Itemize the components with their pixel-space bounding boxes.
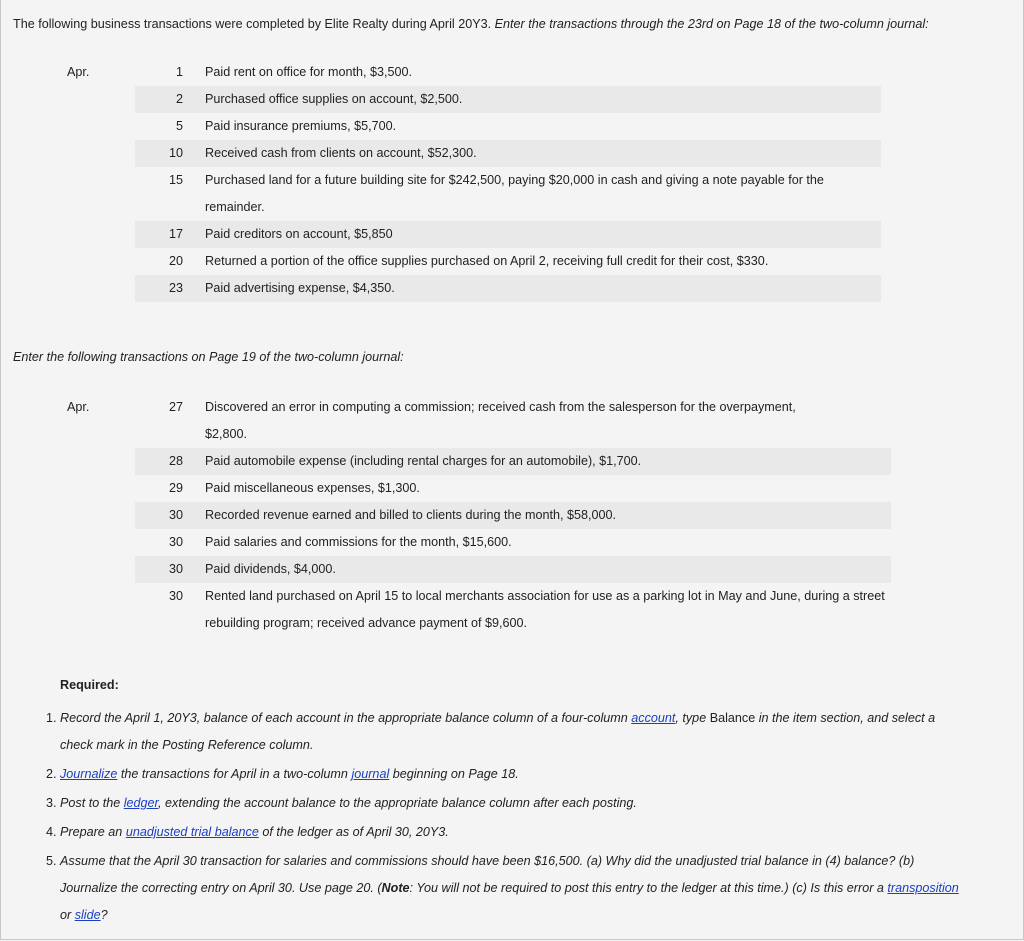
- day: 15: [168, 173, 183, 187]
- req4-text-b: of the ledger as of April 30, 20Y3.: [258, 825, 449, 839]
- requirement-4: [60, 819, 960, 846]
- requirement-2: [60, 761, 960, 788]
- transaction-text: Rented land purchased on April 15 to local merchants association for use as a parking lot in May and June, during a street rebuilding program; received advance payment of $9,600.: [205, 589, 885, 630]
- transaction-text: Paid creditors on account, $5,850: [205, 221, 881, 248]
- transaction-text: Paid advertising expense, $4,350.: [205, 275, 881, 302]
- transaction-text: Paid salaries and commissions for the month, $15,600.: [205, 535, 512, 549]
- transactions-page-19: [41, 394, 891, 637]
- account-link[interactable]: account: [631, 711, 676, 725]
- req5-note-label: Note: [381, 881, 410, 895]
- intro-text: [13, 16, 1018, 33]
- day: 27: [168, 400, 183, 414]
- transaction-text: Paid automobile expense (including rental charges for an automobile), $1,700.: [205, 448, 891, 475]
- day: 30: [168, 589, 183, 603]
- transaction-text: Discovered an error in computing a commission; received cash from the salesperson for the overpayment, $2,800.: [205, 400, 796, 441]
- req1-text-c: in the item section, and select a check mark in the Posting Reference column.: [60, 711, 936, 752]
- req3-text-a: Post to the: [60, 796, 124, 810]
- transposition-link[interactable]: transposition: [887, 881, 959, 895]
- transaction-text: Recorded revenue earned and billed to clients during the month, $58,000.: [205, 502, 891, 529]
- day: 20: [168, 254, 183, 268]
- day: 10: [135, 140, 205, 167]
- day: 2: [135, 86, 205, 113]
- requirement-3: [60, 790, 960, 817]
- req1-text-a: Record the April 1, 20Y3, balance of each account in the appropriate balance column of a four-column: [60, 711, 632, 725]
- req5-text-b: : You will not be required to post this entry to the ledger at this time.) (c) Is this error a: [409, 881, 888, 895]
- req3-text-b: , extending the account balance to the appropriate balance column after each posting.: [158, 796, 637, 810]
- req1-balance-word: Balance: [709, 711, 756, 725]
- requirement-1: [60, 705, 960, 759]
- day: 28: [135, 448, 205, 475]
- day: 1: [175, 65, 183, 79]
- day: 30: [168, 535, 183, 549]
- journalize-link[interactable]: Journalize: [60, 767, 118, 781]
- page-19-instruction: Enter the following transactions on Page 19 of the two-column journal:: [13, 350, 404, 364]
- req2-text-a: the transactions for April in a two-column: [117, 767, 352, 781]
- req1-text-b: , type: [675, 711, 710, 725]
- transaction-text: Purchased land for a future building site for $242,500, paying $20,000 in cash and giving a note payable for the remainder.: [205, 173, 824, 214]
- req5-text-c: or: [60, 908, 75, 922]
- month-label: Apr.: [67, 65, 90, 79]
- intro-instruction: Enter the transactions through the 23rd on Page 18 of the two-column journal:: [494, 17, 929, 31]
- requirement-5: [60, 848, 960, 929]
- transaction-text: Paid miscellaneous expenses, $1,300.: [205, 481, 420, 495]
- day: 17: [135, 221, 205, 248]
- req5-text-d: ?: [100, 908, 108, 922]
- day: 30: [135, 556, 205, 583]
- day: 29: [168, 481, 183, 495]
- required-heading: Required:: [60, 678, 119, 692]
- req2-text-b: beginning on Page 18.: [389, 767, 519, 781]
- day: 23: [135, 275, 205, 302]
- ledger-link[interactable]: ledger: [123, 796, 159, 810]
- transaction-text: Received cash from clients on account, $52,300.: [205, 140, 881, 167]
- transaction-text: Paid insurance premiums, $5,700.: [205, 119, 397, 133]
- intro-plain: The following business transactions were completed by Elite Realty during April 20Y3.: [13, 17, 492, 31]
- journal-link[interactable]: journal: [351, 767, 390, 781]
- slide-link[interactable]: slide: [74, 908, 101, 922]
- transactions-page-18: [41, 59, 881, 302]
- day: 30: [135, 502, 205, 529]
- transaction-text: Paid dividends, $4,000.: [205, 556, 891, 583]
- month-label: Apr.: [67, 400, 90, 414]
- req5-text-a: Assume that the April 30 transaction for salaries and commissions should have been $16,500. (a) Why did the unadjusted trial balance in (4) balance? (b) Journalize the correcting entry on April 30. Use page 20. (: [60, 854, 915, 895]
- transaction-text: Paid rent on office for month, $3,500.: [205, 65, 412, 79]
- transaction-text: Returned a portion of the office supplies purchased on April 2, receiving full credit for their cost, $330.: [205, 254, 769, 268]
- unadjusted-trial-balance-link[interactable]: unadjusted trial balance: [125, 825, 259, 839]
- requirements-list: [13, 705, 960, 931]
- day: 5: [175, 119, 183, 133]
- transaction-text: Purchased office supplies on account, $2,500.: [205, 86, 881, 113]
- req4-text-a: Prepare an: [60, 825, 126, 839]
